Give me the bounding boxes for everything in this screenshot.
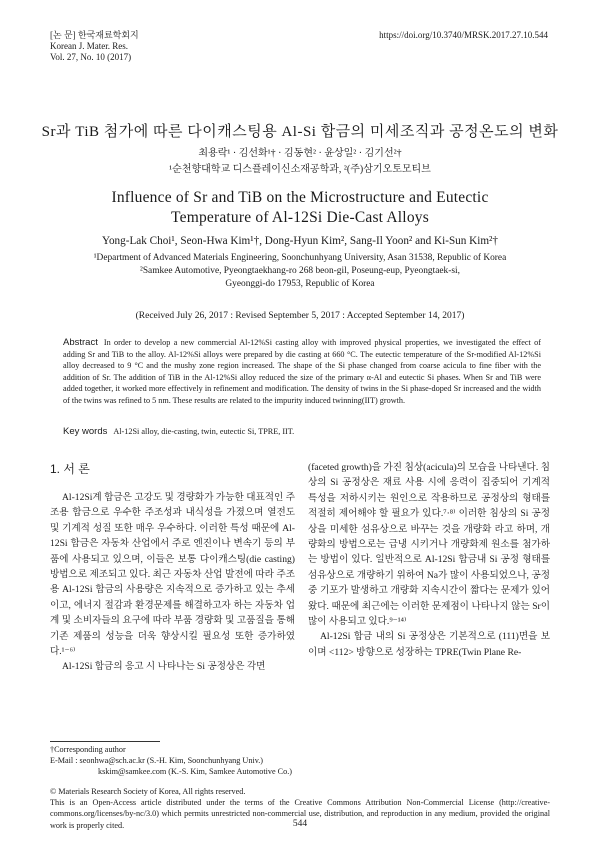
keywords-text: Al-12Si alloy, die-casting, twin, eutectic Si, TPRE, IIT. xyxy=(113,427,295,436)
title-english xyxy=(0,188,600,228)
received-dates: (Received July 26, 2017 : Revised September 5, 2017 : Accepted September 14, 2017) xyxy=(135,311,465,321)
paragraph: (faceted growth)을 가진 침상(acicula)의 모습을 나타낸다. 침상의 Si 공정상은 재료 사용 시에 응력이 집중되어 기계적 특성을 저하시키는 원인으로 작용하므로 공정상의 형태를 적절히 제어해야 할 필요가 있다.⁷·⁸⁾ 이러한 침상의 Si 공정상을 미세한 섬유상으로 바꾸는 것을 개량화 라고 하며, 개량화의 방법으로는 급냉 시키거나 개량화제 원소를 첨가하는 방법이 있다. 일반적으로 Al-12Si 합금내 Si 공정 형태를 섬유상으로 개량하기 위하여 Na가 많이 사용되었으나, 공정중 기포가 발생하고 개량화 지속시간이 짧다는 문제가 있어왔다. 때문에 최근에는 이러한 문제점이 나타나지 않는 Sr이 많이 사용되고 있다.⁹⁻¹⁴⁾ xyxy=(308,462,550,628)
paragraph: Al-12Si 합금 내의 Si 공정상은 기본적으로 (111)면을 보이며 <112> 방향으로 성장하는 TPRE(Twin Plane Re- xyxy=(308,631,550,658)
authors-english: Yong-Lak Choi¹, Seon-Hwa Kim¹†, Dong-Hyun Kim², Sang-Il Yoon² and Ki-Sun Kim²† xyxy=(101,235,498,247)
footnote-divider xyxy=(50,741,160,742)
paragraph: Al-12Si계 합금은 고강도 및 경량화가 가능한 대표적인 주조용 합금으로 우수한 주조성과 내식성을 가졌으며 열전도 및 기계적 성질 또한 매우 우수하다. 이러한 특성 때문에 Al-12Si 합금은 자동차 산업에서 주로 엔진이나 변속기 등의 부품에 사용되고 있으며, 이들은 보통 다이캐스팅(die casting) 방법으로 제조되고 있다. 최근 자동차 산업 발전에 따라 주조용 Al-12Si 합금의 사용량은 지속적으로 증가하고 있는 추세이고, 에너지 절감과 환경문제를 해결하고자 하는 자동차 업계 및 소비자들의 요구에 따라 부품 경량화 및 고품질을 통해 기존 제품의 성능을 더욱 향상시킬 필요성 또한 증가하였다.¹⁻⁶⁾ xyxy=(50,492,295,658)
section-heading-intro: 1. 서 론 xyxy=(50,462,90,476)
keywords-label: Key words xyxy=(63,426,108,437)
keywords xyxy=(63,426,541,437)
authors-korean: 최용락¹ · 김선화¹† · 김동현² · 윤상일² · 김기선²† xyxy=(198,148,402,159)
abstract-text: In order to develop a new commercial Al-12%Si casting alloy with improved physical properties, we investigated the effect of adding Sr and TiB to the alloy. Al-12%Si alloys were prepared by die casting at 660 °C. The eutectic temperature of the Sr-modified Al-12%Si alloy decreased to 9 °C and the mushy zone region increased. The shape of the Si phase changed from coarse acicula to fine fiber with the addition of Sr. The addition of TiB in the Al-12%Si alloy reduced the size of the primary α-Al and eutectic Si phases. When Sr and TiB were added together, it worked more effectively in refinement and modification. The density of twins in the Si phase-doped Sr increased and the width of the twins was refined to 5 nm. These results are related to the impurity induced twinning(IIT) growth. xyxy=(63,338,541,405)
copyright-line: © Materials Research Society of Korea, All rights reserved. xyxy=(50,787,246,796)
title-english-line-2: Temperature of Al-12Si Die-Cast Alloys xyxy=(171,209,429,226)
affiliations-english xyxy=(0,252,600,291)
abstract xyxy=(63,337,541,407)
journal-header xyxy=(50,30,139,63)
affiliation-1: ¹Department of Advanced Materials Engineering, Soonchunhyang University, Asan 31538, Republic of Korea xyxy=(93,253,507,263)
title-english-line-1: Influence of Sr and TiB on the Microstructure and Eutectic xyxy=(111,189,489,206)
doi-link[interactable]: https://doi.org/10.3740/MRSK.2017.27.10.544 xyxy=(379,30,548,40)
email-1: E-Mail : seonhwa@sch.ac.kr (S.-H. Kim, Soonchunhyang Univ.) xyxy=(50,756,264,765)
corresponding-author xyxy=(50,744,292,777)
journal-volume: Vol. 27, No. 10 (2017) xyxy=(50,52,132,62)
email-2: kskim@samkee.com (K.-S. Kim, Samkee Automotive Co.) xyxy=(98,767,293,776)
journal-name-en: Korean J. Mater. Res. xyxy=(50,41,128,51)
license-text: This is an Open-Access article distributed under the terms of the Creative Commons Attribution Non-Commercial License (http://creative-commons.org/licenses/by-nc/3.0) which permits unrestricted non-commercial use, distribution, and reproduction in any medium, provided the original work is properly cited. xyxy=(50,798,550,830)
journal-name-ko: [논 문] 한국재료학회지 xyxy=(50,30,139,40)
title-korean: Sr과 TiB 첨가에 따른 다이캐스팅용 Al-Si 합금의 미세조직과 공정온도의 변화 xyxy=(41,124,559,140)
affiliations-korean: ¹순천향대학교 디스플레이신소재공학과, ²(주)삼기오토모티브 xyxy=(169,164,431,175)
abstract-label: Abstract xyxy=(63,337,98,348)
right-column xyxy=(308,460,550,660)
left-column xyxy=(50,490,295,675)
affiliation-2-cont: Gyeonggi-do 17953, Republic of Korea xyxy=(225,279,375,289)
paragraph: Al-12Si 합금의 응고 시 나타나는 Si 공정상은 각면 xyxy=(62,661,266,673)
affiliation-2: ²Samkee Automotive, Pyeongtaekhang-ro 268 beon-gil, Poseung-eup, Pyeongtaek-si, xyxy=(140,266,460,276)
corresponding-label: †Corresponding author xyxy=(50,745,126,754)
page-number: 544 xyxy=(292,819,308,829)
